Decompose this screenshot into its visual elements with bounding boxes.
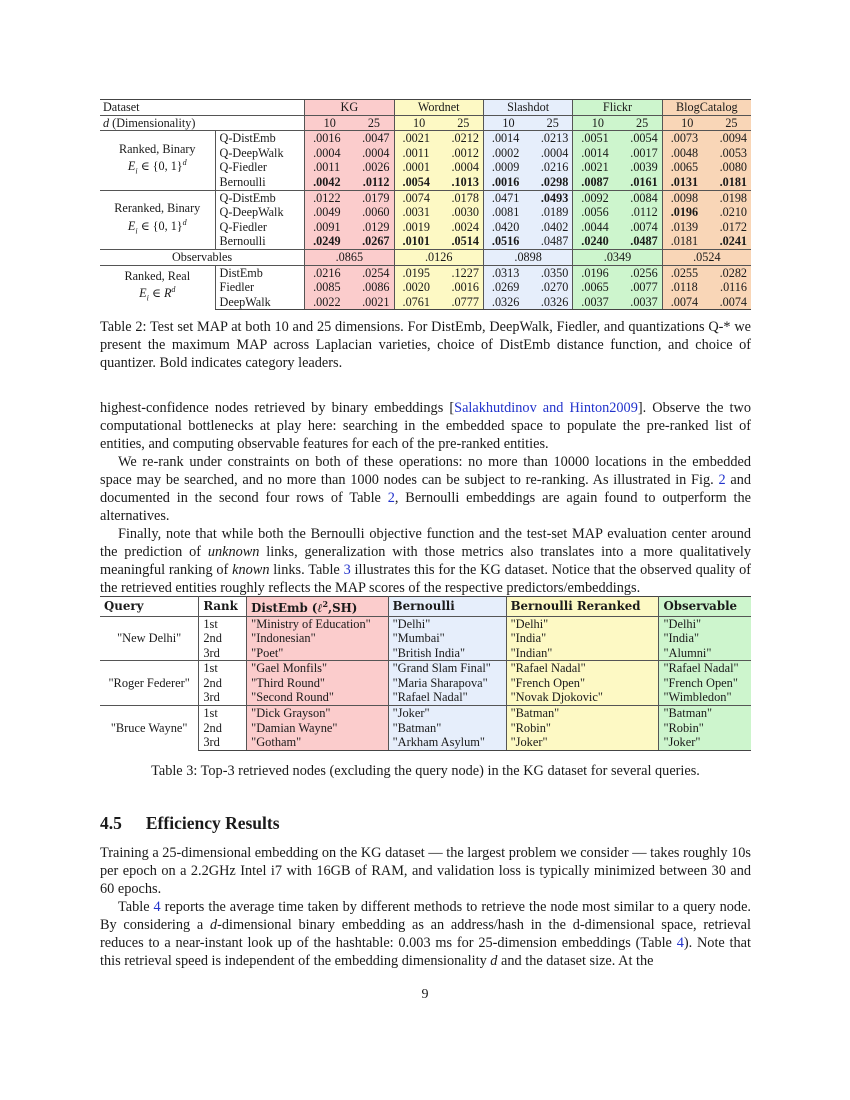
dim-value: 10	[573, 115, 623, 131]
map-value: .0196	[573, 265, 623, 280]
map-value: .0074	[394, 190, 444, 205]
map-value: .0249	[305, 234, 355, 249]
map-value: .0098	[662, 190, 712, 205]
result-cell: "Batman"	[659, 706, 751, 721]
group-sublabel: $E_i$ ∈ {0, 1}$^d$	[127, 217, 187, 235]
map-value: .0270	[533, 280, 573, 295]
map-value: .0326	[533, 295, 573, 310]
group-sublabel: $E_i$ ∈ {0, 1}$^d$	[127, 158, 187, 176]
map-value: .0267	[354, 234, 394, 249]
result-cell: "Wimbledon"	[659, 690, 751, 705]
map-value: .0178	[444, 190, 484, 205]
table-2-map-results	[100, 99, 751, 310]
map-value: .0210	[712, 205, 751, 220]
result-cell: "Rafael Nadal"	[388, 690, 506, 705]
map-value: .0074	[712, 295, 751, 310]
table-2-caption: Table 2: Test set MAP at both 10 and 25 dimensions. For DistEmb, DeepWalk, Fiedler, and quantizations Q-* we present the maximum MAP across Laplacian varieties, choice of DistEmb distance function, and choice of quantizer. Bold indicates category leaders.	[100, 319, 751, 371]
dim-value: 10	[394, 115, 444, 131]
rank-cell: 3rd	[199, 690, 247, 705]
map-value: .0181	[662, 234, 712, 249]
map-value: .0471	[483, 190, 533, 205]
result-cell: "Rafael Nadal"	[659, 661, 751, 676]
group-label: Reranked, Binary $E_i$ ∈ {0, 1}$^d$	[100, 190, 215, 249]
result-cell: "British India"	[388, 646, 506, 661]
method-name: DistEmb	[215, 265, 305, 280]
map-value: .0195	[394, 265, 444, 280]
map-value: .0087	[573, 175, 623, 190]
body-text-section-2	[100, 844, 751, 970]
result-cell: "French Open"	[659, 676, 751, 691]
map-value: .0326	[483, 295, 533, 310]
map-value: .0198	[712, 190, 751, 205]
map-value: .0016	[305, 131, 355, 146]
result-cell: "Second Round"	[247, 690, 388, 705]
map-value: .1013	[444, 175, 484, 190]
result-cell: "Third Round"	[247, 676, 388, 691]
observable-value: .0349	[573, 249, 662, 265]
result-cell: "Damian Wayne"	[247, 721, 388, 736]
observable-value: .0865	[305, 249, 394, 265]
map-value: .0122	[305, 190, 355, 205]
result-cell: "Arkham Asylum"	[388, 735, 506, 750]
map-value: .0350	[533, 265, 573, 280]
map-value: .0761	[394, 295, 444, 310]
method-name: Q-Fiedler	[215, 160, 305, 175]
map-value: .0131	[662, 175, 712, 190]
map-value: .0254	[354, 265, 394, 280]
paragraph: Training a 25-dimensional embedding on the KG dataset — the largest problem we consider — takes roughly 10s per epoch on a 2.2GHz Intel i7 with 16GB of RAM, and validation loss is typically minimized between 30 and 60 epochs.	[100, 845, 751, 897]
map-value: .0181	[712, 175, 751, 190]
map-value: .0030	[444, 205, 484, 220]
page-number: 9	[421, 987, 429, 1002]
map-value: .0084	[622, 190, 662, 205]
dim-label: d (Dimensionality)	[100, 115, 305, 131]
table-row	[100, 131, 751, 146]
dim-value: 10	[483, 115, 533, 131]
map-value: .0116	[712, 280, 751, 295]
map-value: .0161	[622, 175, 662, 190]
paragraph: We re-rank under constraints on both of these operations: no more than 10000 locations in the embedded space may be searched, and no more than 1000 nodes can be subject to re-ranking. As illustrated in Fig. 2 and documented in the second four rows of Table 2, Bernoulli embeddings are again found to outperform the alternatives.	[100, 454, 751, 524]
map-value: .0021	[573, 160, 623, 175]
result-cell: "Indian"	[506, 646, 659, 661]
result-cell: "Delhi"	[659, 616, 751, 631]
result-cell: "Delhi"	[388, 616, 506, 631]
map-value: .0139	[662, 220, 712, 235]
table-3-caption: Table 3: Top-3 retrieved nodes (excluding the query node) in the KG dataset for several queries.	[151, 763, 700, 779]
observables-row	[100, 249, 751, 265]
dataset-header: KG	[305, 100, 394, 116]
result-cell: "Robin"	[506, 721, 659, 736]
column-header: DistEmb (ℓ$^2$,SH)	[247, 597, 388, 617]
map-value: .0002	[483, 146, 533, 161]
group-label: Ranked, Binary $E_i$ ∈ {0, 1}$^d$	[100, 131, 215, 190]
observable-value: .0898	[483, 249, 572, 265]
header-row	[100, 100, 751, 116]
map-value: .0241	[712, 234, 751, 249]
map-value: .0256	[622, 265, 662, 280]
result-cell: "Ministry of Education"	[247, 616, 388, 631]
dim-value: 25	[712, 115, 751, 131]
map-value: .0026	[354, 160, 394, 175]
map-value: .0516	[483, 234, 533, 249]
map-value: .0048	[662, 146, 712, 161]
result-cell: "Rafael Nadal"	[506, 661, 659, 676]
map-value: .0493	[533, 190, 573, 205]
map-value: .0081	[483, 205, 533, 220]
method-name: DeepWalk	[215, 295, 305, 310]
table-row	[100, 706, 751, 721]
result-cell: "Joker"	[388, 706, 506, 721]
result-cell: "Joker"	[659, 735, 751, 750]
table-row	[100, 190, 751, 205]
map-value: .0001	[394, 160, 444, 175]
map-value: .0073	[662, 131, 712, 146]
map-value: .0037	[622, 295, 662, 310]
map-value: .0016	[444, 280, 484, 295]
dim-value: 25	[354, 115, 394, 131]
map-value: .0012	[444, 146, 484, 161]
observable-value: .0524	[662, 249, 751, 265]
dataset-header: Slashdot	[483, 100, 572, 116]
map-value: .0004	[354, 146, 394, 161]
map-value: .0213	[533, 131, 573, 146]
query-cell: "Bruce Wayne"	[100, 706, 199, 751]
map-value: .0112	[354, 175, 394, 190]
paragraph: highest-confidence nodes retrieved by binary embeddings [Salakhutdinov and Hinton2009]. Observe the two computational bottlenecks at play here: searching in the embedded space to populate the pre-ranked list of entities, and computing observable features for each of the pre-ranked entities.	[100, 400, 752, 452]
map-value: .0042	[305, 175, 355, 190]
map-value: .0049	[305, 205, 355, 220]
rank-cell: 2nd	[199, 676, 247, 691]
result-cell: "Dick Grayson"	[247, 706, 388, 721]
map-value: .0080	[712, 160, 751, 175]
dataset-header: BlogCatalog	[662, 100, 751, 116]
map-value: .0011	[305, 160, 355, 175]
rank-cell: 2nd	[199, 631, 247, 646]
map-value: .0037	[573, 295, 623, 310]
table-ref-link[interactable]: 3	[343, 562, 351, 578]
rank-cell: 1st	[199, 661, 247, 676]
map-value: .0212	[444, 131, 484, 146]
map-value: .0172	[712, 220, 751, 235]
map-value: .0065	[573, 280, 623, 295]
map-value: .0056	[573, 205, 623, 220]
rank-cell: 3rd	[199, 735, 247, 750]
map-value: .0255	[662, 265, 712, 280]
map-value: .0085	[305, 280, 355, 295]
citation-link[interactable]: Salakhutdinov and Hinton2009	[454, 400, 638, 416]
column-header: Observable	[659, 597, 751, 617]
result-cell: "India"	[659, 631, 751, 646]
map-value: .1227	[444, 265, 484, 280]
map-value: .0216	[305, 265, 355, 280]
dim-row	[100, 115, 751, 131]
map-value: .0074	[662, 295, 712, 310]
column-header: Bernoulli	[388, 597, 506, 617]
map-value: .0487	[622, 234, 662, 249]
dataset-header: Flickr	[573, 100, 662, 116]
rank-cell: 1st	[199, 616, 247, 631]
table-ref-link[interactable]: 2	[387, 490, 395, 506]
map-value: .0014	[573, 146, 623, 161]
map-value: .0016	[483, 175, 533, 190]
map-value: .0065	[662, 160, 712, 175]
group-label: Ranked, Real $E_i$ ∈ $R^d$	[100, 265, 215, 310]
map-value: .0004	[533, 146, 573, 161]
result-cell: "Robin"	[659, 721, 751, 736]
map-value: .0009	[483, 160, 533, 175]
map-value: .0420	[483, 220, 533, 235]
method-name: Q-DeepWalk	[215, 146, 305, 161]
method-name: Q-DistEmb	[215, 190, 305, 205]
paragraph: Finally, note that while both the Bernoulli objective function and the test-set MAP evaluation center around the prediction of unknown links, generalization with those metrics also translates into a more qualitatively meaningful ranking of known links. Table 3 illustrates this for the KG dataset. Notice that the observed quality of the retrieved entities roughly reflects the MAP scores of the respective predictors/embeddings.	[100, 526, 752, 596]
map-value: .0487	[533, 234, 573, 249]
dim-value: 25	[622, 115, 662, 131]
result-cell: "Poet"	[247, 646, 388, 661]
map-value: .0051	[573, 131, 623, 146]
result-cell: "French Open"	[506, 676, 659, 691]
map-value: .0020	[394, 280, 444, 295]
map-value: .0514	[444, 234, 484, 249]
map-value: .0129	[354, 220, 394, 235]
result-cell: "Batman"	[388, 721, 506, 736]
map-value: .0017	[622, 146, 662, 161]
map-value: .0004	[305, 146, 355, 161]
method-name: Bernoulli	[215, 234, 305, 249]
method-name: Bernoulli	[215, 175, 305, 190]
table-ref-link[interactable]: 4	[153, 899, 161, 915]
map-value: .0060	[354, 205, 394, 220]
table-row	[100, 616, 751, 631]
map-value: .0196	[662, 205, 712, 220]
map-value: .0282	[712, 265, 751, 280]
map-value: .0091	[305, 220, 355, 235]
rank-cell: 1st	[199, 706, 247, 721]
rank-cell: 3rd	[199, 646, 247, 661]
query-cell: "New Delhi"	[100, 616, 199, 661]
column-header: Rank	[199, 597, 247, 617]
map-value: .0053	[712, 146, 751, 161]
map-value: .0269	[483, 280, 533, 295]
map-value: .0021	[394, 131, 444, 146]
map-value: .0044	[573, 220, 623, 235]
map-value: .0112	[622, 205, 662, 220]
map-value: .0021	[354, 295, 394, 310]
map-value: .0004	[444, 160, 484, 175]
method-name: Fiedler	[215, 280, 305, 295]
method-name: Q-DistEmb	[215, 131, 305, 146]
map-value: .0179	[354, 190, 394, 205]
method-name: Q-DeepWalk	[215, 205, 305, 220]
map-value: .0777	[444, 295, 484, 310]
table-ref-link[interactable]: 4	[676, 935, 684, 951]
map-value: .0092	[573, 190, 623, 205]
map-value: .0074	[622, 220, 662, 235]
dim-value: 10	[305, 115, 355, 131]
dim-value: 25	[533, 115, 573, 131]
map-value: .0216	[533, 160, 573, 175]
column-header: Bernoulli Reranked	[506, 597, 659, 617]
result-cell: "Delhi"	[506, 616, 659, 631]
map-value: .0094	[712, 131, 751, 146]
map-value: .0313	[483, 265, 533, 280]
table-3-retrieved-nodes	[100, 596, 751, 751]
map-value: .0039	[622, 160, 662, 175]
map-value: .0077	[622, 280, 662, 295]
table-row	[100, 661, 751, 676]
map-value: .0101	[394, 234, 444, 249]
map-value: .0031	[394, 205, 444, 220]
group-sublabel: $E_i$ ∈ $R^d$	[139, 285, 176, 303]
map-value: .0024	[444, 220, 484, 235]
result-cell: "India"	[506, 631, 659, 646]
dataset-label: Dataset	[100, 100, 305, 116]
figure-ref-link[interactable]: 2	[718, 472, 726, 488]
map-value: .0019	[394, 220, 444, 235]
result-cell: "Maria Sharapova"	[388, 676, 506, 691]
rank-cell: 2nd	[199, 721, 247, 736]
map-value: .0054	[394, 175, 444, 190]
column-header: Query	[100, 597, 199, 617]
result-cell: "Batman"	[506, 706, 659, 721]
observable-value: .0126	[394, 249, 483, 265]
result-cell: "Indonesian"	[247, 631, 388, 646]
result-cell: "Novak Djokovic"	[506, 690, 659, 705]
map-value: .0402	[533, 220, 573, 235]
map-value: .0240	[573, 234, 623, 249]
map-value: .0047	[354, 131, 394, 146]
query-cell: "Roger Federer"	[100, 661, 199, 706]
method-name: Q-Fiedler	[215, 220, 305, 235]
result-cell: "Mumbai"	[388, 631, 506, 646]
dataset-header: Wordnet	[394, 100, 483, 116]
map-value: .0011	[394, 146, 444, 161]
table-row	[100, 265, 751, 280]
map-value: .0086	[354, 280, 394, 295]
result-cell: "Gotham"	[247, 735, 388, 750]
section-heading: 4.5 Efficiency Results	[100, 813, 280, 833]
map-value: .0118	[662, 280, 712, 295]
paragraph: Table 4 reports the average time taken by different methods to retrieve the node most similar to a query node. By considering a d-dimensional binary embedding as an address/hash in the d-dimensional space, retrieval reduces to a near-instant look up of the hashtable: 0.003 ms for 25-dimension embeddings (Table 4). Note that this retrieval speed is independent of the embedding dimensionality d and the dataset size. At the	[100, 899, 751, 969]
map-value: .0189	[533, 205, 573, 220]
result-cell: "Joker"	[506, 735, 659, 750]
result-cell: "Grand Slam Final"	[388, 661, 506, 676]
dim-value: 25	[444, 115, 484, 131]
map-value: .0022	[305, 295, 355, 310]
result-cell: "Alumni"	[659, 646, 751, 661]
body-text-section-1	[100, 399, 751, 597]
map-value: .0014	[483, 131, 533, 146]
observables-label: Observables	[100, 249, 305, 265]
map-value: .0054	[622, 131, 662, 146]
map-value: .0298	[533, 175, 573, 190]
dim-value: 10	[662, 115, 712, 131]
result-cell: "Gael Monfils"	[247, 661, 388, 676]
